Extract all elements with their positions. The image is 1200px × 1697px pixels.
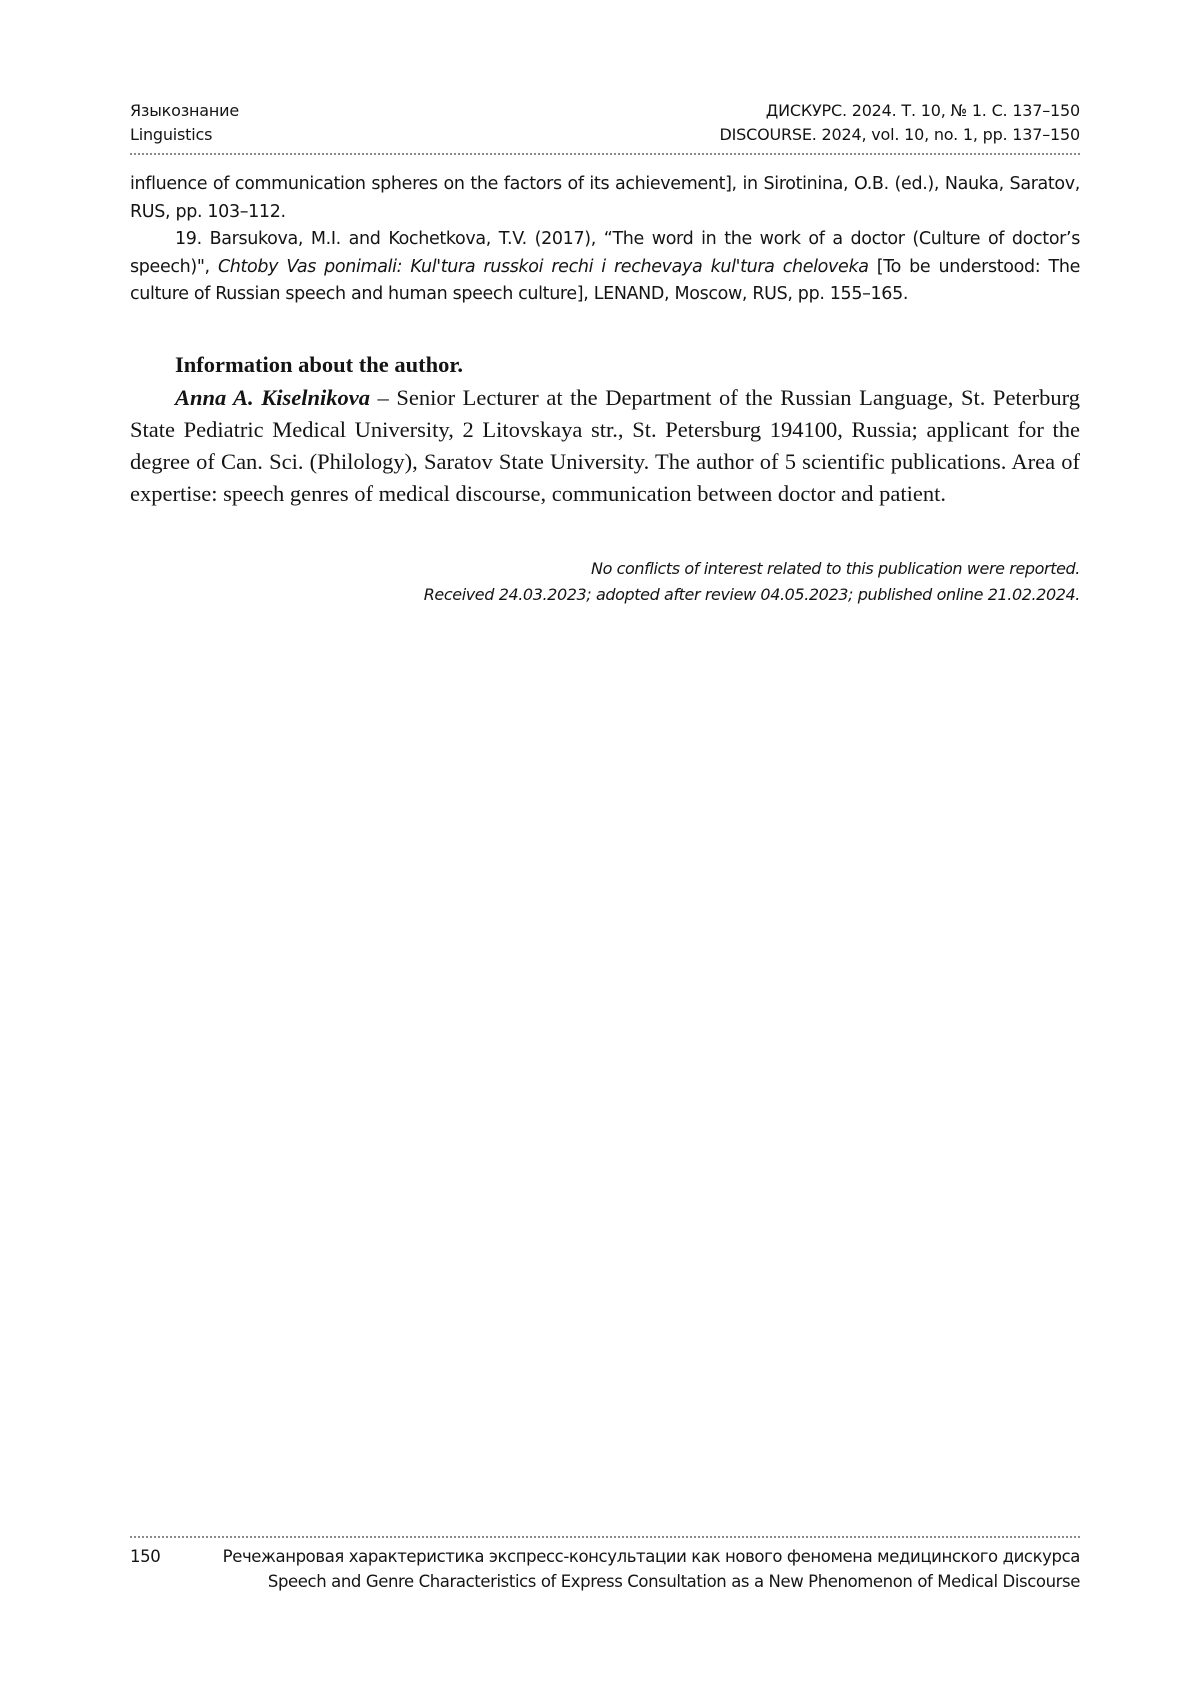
running-header <box>130 99 1080 155</box>
reference-19-book-title: Chtoby Vas ponimali: Kul'tura russkoi rechi i rechevaya kul'tura cheloveka <box>217 256 869 277</box>
references-list <box>130 171 1080 309</box>
author-bio <box>130 382 1080 510</box>
header-row-en <box>130 123 1080 147</box>
footer-titles <box>174 1544 1080 1594</box>
header-divider <box>130 153 1080 155</box>
article-title-en: Speech and Genre Characteristics of Express Consultation as a New Phenomenon of Medical Discourse <box>267 1572 1080 1591</box>
conflict-statement: No conflicts of interest related to this publication were reported. <box>591 559 1080 578</box>
author-bio-text: – Senior Lecturer at the Department of the Russian Language, St. Peterburg State Pediatric Medical University, 2 Litovskaya str., St. Petersburg 194100, Russia; applicant for the degree of Can. Sci. (Philology), Saratov State University. The author of 5 scientific publications. Area of expertise: speech genres of medical discourse, communication between doctor and patient. <box>130 385 1080 506</box>
section-title-ru: Языкознание <box>130 101 239 120</box>
author-info-heading: Information about the author. <box>175 352 463 377</box>
reference-19-authors: 19. Barsukova, M.I. and Kochetkova, T.V. (2017), “The word in the work of a doctor (Culture of doctor’s speech)", <box>130 229 1080 277</box>
reference-19 <box>130 226 1080 309</box>
page-number: 150 <box>130 1547 161 1566</box>
running-footer <box>130 1536 1080 1594</box>
journal-citation-ru: ДИСКУРС. 2024. Т. 10, № 1. С. 137–150 <box>765 101 1080 120</box>
footer-divider <box>130 1536 1080 1538</box>
publication-notes <box>130 556 1080 608</box>
footer-content <box>130 1544 1080 1594</box>
journal-citation-en: DISCOURSE. 2024, vol. 10, no. 1, pp. 137–150 <box>719 125 1080 144</box>
section-title-en: Linguistics <box>130 125 213 144</box>
reference-18-continuation: influence of communication spheres on the factors of its achievement], in Sirotinina, O.B. (ed.), Nauka, Saratov, RUS, pp. 103–112. <box>130 174 1080 222</box>
publication-dates: Received 24.03.2023; adopted after review 04.05.2023; published online 21.02.2024. <box>423 585 1080 604</box>
author-info <box>130 350 1080 510</box>
header-row-ru <box>130 99 1080 123</box>
article-title-ru: Речежанровая характеристика экспресс-консультации как нового феномена медицинского дискурса <box>222 1547 1080 1566</box>
author-name: Anna A. Kiselnikova <box>175 385 370 410</box>
reference-19-details: [To be understood: The culture of Russian speech and human speech culture], LENAND, Moscow, RUS, pp. 155–165. <box>130 256 1080 304</box>
